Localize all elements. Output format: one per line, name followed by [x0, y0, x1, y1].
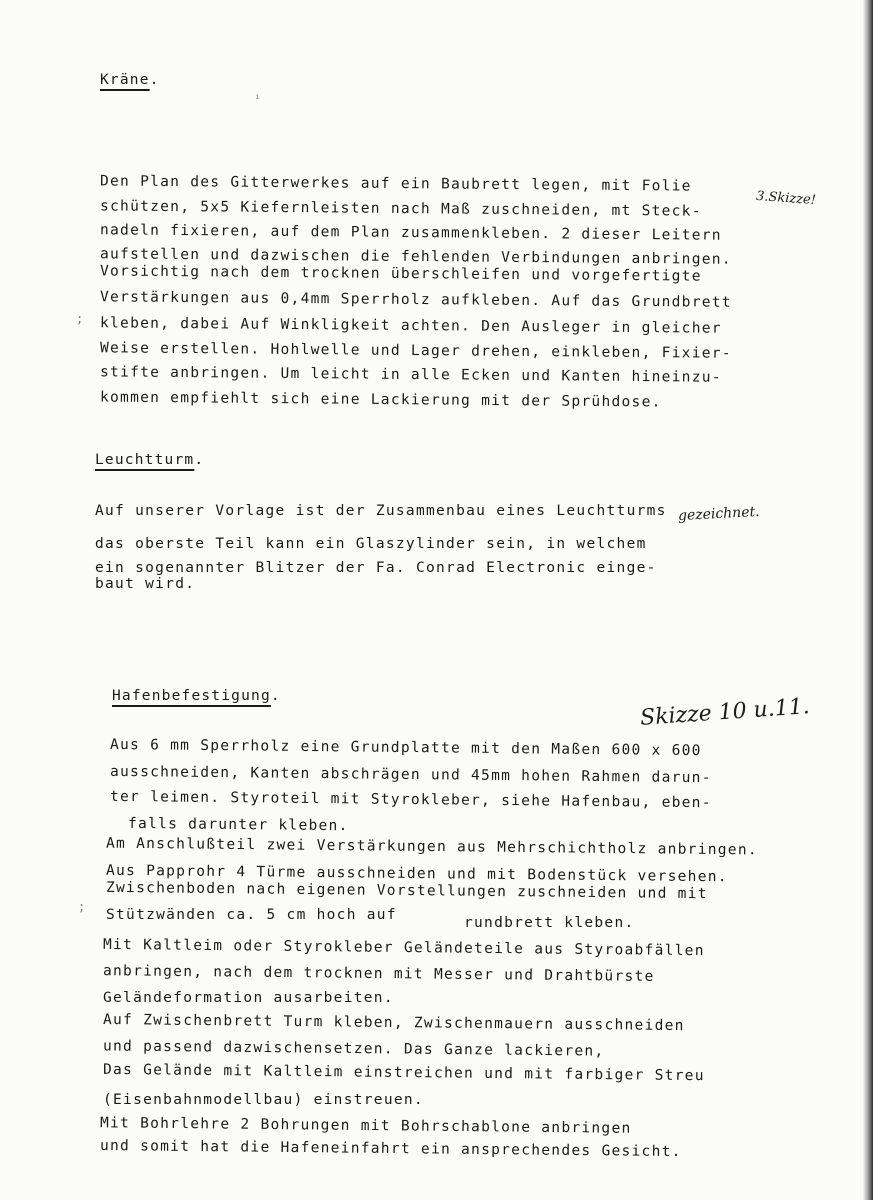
heading-hafen-text: Hafenbefestigung — [112, 688, 271, 704]
margin-tick: ; — [78, 900, 86, 914]
handwritten-note-leuchtturm: gezeichnet. — [677, 503, 760, 525]
kraene-line-10: kommen empfiehlt sich eine Lackierung mit der Sprühdose. — [99, 389, 662, 411]
hafen-line-10: anbringen, nach dem trocknen mit Messer und Drahtbürste — [102, 963, 655, 985]
leuchtturm-line-1: Auf unserer Vorlage ist der Zusammenbau eines Leuchtturms — [95, 503, 667, 519]
hafen-line-14: Das Gelände mit Kaltleim einstreichen und mit farbiger Streu — [102, 1061, 705, 1085]
leuchtturm-line-3: ein sogenannter Blitzer der Fa. Conrad Electronic einge- — [95, 560, 657, 576]
kraene-line-3: nadeln fixieren, auf dem Plan zusammenkleben. 2 dieser Leitern — [99, 222, 722, 244]
hafen-line-7: Zwischenboden nach eigenen Vorstellungen zuschneiden und mit — [105, 879, 708, 903]
kraene-line-7: kleben, dabei Auf Winkligkeit achten. Den Ausleger in gleicher — [99, 315, 722, 337]
hafen-line-4: falls darunter kleben. — [127, 815, 349, 835]
hafen-line-1: Aus 6 mm Sperrholz eine Grundplatte mit den Maßen 600 x 600 — [109, 736, 702, 760]
hafen-line-15: (Eisenbahnmodellbau) einstreuen. — [103, 1092, 424, 1108]
hafen-line-12: Auf Zwischenbrett Turm kleben, Zwischenmauern ausschneiden — [102, 1011, 685, 1035]
handwritten-note-kraene: 3.Skizze! — [755, 188, 817, 209]
heading-leuchtturm — [95, 452, 204, 468]
hafen-line-3: ter leimen. Styroteil mit Styrokleber, siehe Hafenbau, eben- — [109, 788, 712, 812]
hafen-line-9: Mit Kaltleim oder Styrokleber Geländeteile aus Styroabfällen — [102, 936, 705, 960]
scan-edge-shadow — [863, 0, 873, 1200]
kraene-line-6: Verstärkungen aus 0,4mm Sperrholz aufkleben. Auf das Grundbrett — [99, 289, 732, 311]
kraene-line-2: schützen, 5x5 Kiefernleisten nach Maß zuschneiden, mt Steck- — [99, 198, 702, 220]
kraene-line-4: aufstellen und dazwischen die fehlenden Verbindungen anbringen. — [99, 246, 732, 268]
kraene-line-5: Vorsichtig nach dem trocknen überschleifen und vorgefertigte — [99, 263, 702, 285]
heading-kraene-text: Kräne — [100, 72, 150, 88]
hafen-line-6: Aus Papprohr 4 Türme ausschneiden und mit Bodenstück versehen. — [105, 862, 728, 886]
margin-tick: ; — [76, 312, 84, 326]
hafen-line-17: und somit hat die Hafeneinfahrt ein ansprechendes Gesicht. — [99, 1137, 682, 1161]
margin-tick: ⁱ — [254, 92, 262, 106]
kraene-line-9: stifte anbringen. Um leicht in alle Ecken und Kanten hineinzu- — [99, 364, 722, 386]
hafen-line-16: Mit Bohrlehre 2 Bohrungen mit Bohrschablone anbringen — [99, 1115, 632, 1137]
heading-leuchtturm-dot: . — [194, 452, 205, 468]
handwritten-note-hafen: Skizze 10 u.11. — [639, 694, 811, 731]
heading-kraene-dot: . — [149, 72, 160, 88]
kraene-line-1: Den Plan des Gitterwerkes auf ein Baubrett legen, mit Folie — [99, 173, 692, 195]
hafen-line-8b: rundbrett kleben. — [464, 915, 635, 931]
kraene-line-8: Weise erstellen. Hohlwelle und Lager drehen, einkleben, Fixier- — [99, 340, 732, 362]
hafen-line-5: Am Anschlußteil zwei Verstärkungen aus Mehrschichtholz anbringen. — [105, 835, 759, 859]
hafen-line-13: und passend dazwischensetzen. Das Ganze lackieren, — [102, 1038, 605, 1060]
heading-hafen-dot: . — [270, 688, 281, 704]
leuchtturm-line-2: das oberste Teil kann ein Glaszylinder sein, in welchem — [95, 536, 647, 552]
heading-hafen — [112, 688, 281, 704]
hafen-line-8a: Stützwänden ca. 5 cm hoch auf — [106, 907, 397, 923]
hafen-line-11: Geländeformation ausarbeiten. — [103, 990, 394, 1006]
hafen-line-2: ausschneiden, Kanten abschrägen und 45mm hohen Rahmen darun- — [109, 763, 712, 787]
heading-kraene — [100, 72, 160, 88]
leuchtturm-line-4: baut wird. — [95, 576, 196, 592]
heading-leuchtturm-text: Leuchtturm — [95, 452, 195, 468]
